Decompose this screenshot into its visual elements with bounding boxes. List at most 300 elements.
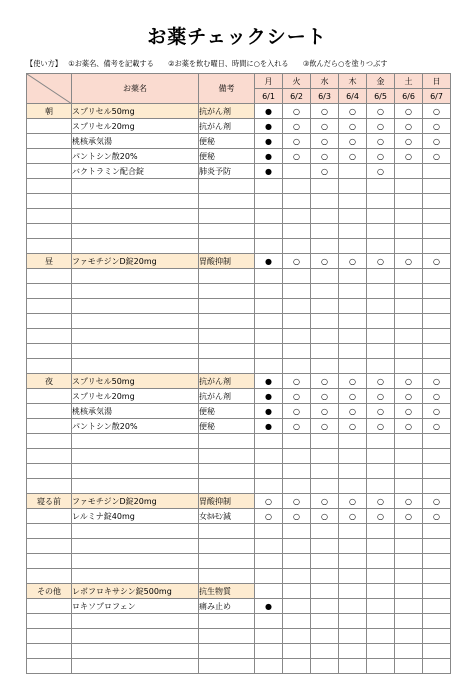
dose-check-cell[interactable] — [339, 164, 367, 179]
dose-check-cell[interactable] — [395, 644, 423, 659]
dose-check-cell[interactable]: ○ — [255, 494, 283, 509]
dose-check-cell[interactable] — [255, 284, 283, 299]
medicine-note[interactable]: 抗がん剤 — [199, 104, 255, 119]
medicine-note[interactable] — [199, 554, 255, 569]
dose-check-cell[interactable] — [395, 209, 423, 224]
dose-check-cell[interactable] — [311, 299, 339, 314]
dose-check-cell[interactable] — [283, 239, 311, 254]
dose-check-cell[interactable] — [395, 569, 423, 584]
dose-check-cell[interactable]: ○ — [283, 494, 311, 509]
medicine-name[interactable] — [72, 359, 199, 374]
dose-check-cell[interactable] — [395, 314, 423, 329]
dose-check-cell[interactable] — [283, 599, 311, 614]
medicine-note[interactable] — [199, 569, 255, 584]
dose-check-cell[interactable] — [367, 179, 395, 194]
dose-check-cell[interactable] — [367, 314, 395, 329]
dose-check-cell[interactable]: ○ — [311, 494, 339, 509]
dose-check-cell[interactable]: ○ — [367, 494, 395, 509]
dose-check-cell[interactable]: ○ — [283, 254, 311, 269]
dose-check-cell[interactable] — [367, 344, 395, 359]
dose-check-cell[interactable] — [283, 569, 311, 584]
dose-check-cell[interactable] — [311, 179, 339, 194]
dose-check-cell[interactable] — [311, 599, 339, 614]
medicine-name[interactable]: パントシン散20% — [72, 419, 199, 434]
dose-check-cell[interactable] — [283, 164, 311, 179]
dose-check-cell[interactable] — [395, 239, 423, 254]
dose-check-cell[interactable] — [423, 284, 451, 299]
dose-check-cell[interactable]: ○ — [395, 509, 423, 524]
dose-check-cell[interactable] — [423, 524, 451, 539]
dose-check-cell[interactable] — [367, 464, 395, 479]
dose-check-cell[interactable] — [283, 344, 311, 359]
dose-check-cell[interactable]: ○ — [367, 134, 395, 149]
medicine-name[interactable]: スプリセル50mg — [72, 374, 199, 389]
dose-check-cell[interactable] — [311, 224, 339, 239]
medicine-note[interactable]: 抗がん剤 — [199, 374, 255, 389]
dose-check-cell[interactable] — [283, 629, 311, 644]
dose-check-cell[interactable] — [367, 239, 395, 254]
dose-check-cell[interactable] — [255, 209, 283, 224]
medicine-note[interactable]: 抗生物質 — [199, 584, 255, 599]
medicine-name[interactable] — [72, 524, 199, 539]
dose-check-cell[interactable] — [339, 644, 367, 659]
dose-check-cell[interactable]: ○ — [423, 374, 451, 389]
dose-check-cell[interactable] — [395, 539, 423, 554]
dose-check-cell[interactable] — [283, 479, 311, 494]
dose-check-cell[interactable] — [255, 644, 283, 659]
dose-check-cell[interactable] — [283, 194, 311, 209]
dose-check-cell[interactable] — [367, 524, 395, 539]
dose-check-cell[interactable] — [367, 284, 395, 299]
dose-check-cell[interactable] — [395, 629, 423, 644]
medicine-name[interactable] — [72, 644, 199, 659]
dose-check-cell[interactable] — [423, 194, 451, 209]
dose-check-cell[interactable] — [367, 644, 395, 659]
dose-check-cell[interactable] — [395, 659, 423, 674]
medicine-note[interactable]: 女ﾎﾙﾓﾝ減 — [199, 509, 255, 524]
dose-check-cell[interactable] — [423, 224, 451, 239]
dose-check-cell[interactable] — [339, 539, 367, 554]
dose-check-cell[interactable] — [339, 284, 367, 299]
dose-check-cell[interactable] — [395, 584, 423, 599]
dose-check-cell[interactable]: ○ — [311, 134, 339, 149]
dose-check-cell[interactable]: ○ — [311, 104, 339, 119]
medicine-name[interactable] — [72, 209, 199, 224]
dose-check-cell[interactable]: ○ — [367, 509, 395, 524]
dose-check-cell[interactable]: ● — [255, 104, 283, 119]
dose-check-cell[interactable]: ○ — [395, 494, 423, 509]
medicine-note[interactable] — [199, 464, 255, 479]
dose-check-cell[interactable] — [311, 209, 339, 224]
dose-check-cell[interactable] — [339, 659, 367, 674]
dose-check-cell[interactable] — [423, 434, 451, 449]
dose-check-cell[interactable]: ○ — [367, 164, 395, 179]
dose-check-cell[interactable]: ● — [255, 254, 283, 269]
dose-check-cell[interactable]: ○ — [311, 149, 339, 164]
dose-check-cell[interactable] — [311, 284, 339, 299]
medicine-note[interactable] — [199, 434, 255, 449]
dose-check-cell[interactable] — [283, 224, 311, 239]
dose-check-cell[interactable] — [423, 269, 451, 284]
dose-check-cell[interactable] — [367, 614, 395, 629]
dose-check-cell[interactable] — [311, 539, 339, 554]
dose-check-cell[interactable] — [367, 194, 395, 209]
medicine-note[interactable] — [199, 659, 255, 674]
dose-check-cell[interactable]: ○ — [423, 149, 451, 164]
dose-check-cell[interactable]: ○ — [339, 374, 367, 389]
medicine-name[interactable] — [72, 344, 199, 359]
medicine-note[interactable] — [199, 284, 255, 299]
dose-check-cell[interactable] — [339, 209, 367, 224]
dose-check-cell[interactable] — [395, 359, 423, 374]
dose-check-cell[interactable] — [339, 329, 367, 344]
dose-check-cell[interactable] — [311, 269, 339, 284]
dose-check-cell[interactable] — [311, 449, 339, 464]
dose-check-cell[interactable] — [339, 314, 367, 329]
dose-check-cell[interactable]: ○ — [339, 404, 367, 419]
dose-check-cell[interactable]: ○ — [283, 404, 311, 419]
dose-check-cell[interactable]: ○ — [311, 119, 339, 134]
dose-check-cell[interactable] — [339, 344, 367, 359]
dose-check-cell[interactable] — [423, 464, 451, 479]
dose-check-cell[interactable] — [367, 629, 395, 644]
dose-check-cell[interactable] — [283, 314, 311, 329]
dose-check-cell[interactable] — [255, 329, 283, 344]
dose-check-cell[interactable]: ● — [255, 389, 283, 404]
dose-check-cell[interactable] — [283, 284, 311, 299]
dose-check-cell[interactable]: ● — [255, 164, 283, 179]
dose-check-cell[interactable] — [311, 434, 339, 449]
dose-check-cell[interactable] — [255, 464, 283, 479]
dose-check-cell[interactable] — [423, 644, 451, 659]
dose-check-cell[interactable] — [395, 464, 423, 479]
dose-check-cell[interactable] — [367, 554, 395, 569]
dose-check-cell[interactable] — [423, 209, 451, 224]
medicine-note[interactable]: 肺炎予防 — [199, 164, 255, 179]
dose-check-cell[interactable] — [423, 569, 451, 584]
medicine-name[interactable]: ファモチジンD錠20mg — [72, 494, 199, 509]
dose-check-cell[interactable] — [339, 434, 367, 449]
medicine-note[interactable]: 抗がん剤 — [199, 389, 255, 404]
dose-check-cell[interactable] — [283, 299, 311, 314]
dose-check-cell[interactable]: ○ — [339, 254, 367, 269]
medicine-name[interactable]: レボフロキサシン錠500mg — [72, 584, 199, 599]
dose-check-cell[interactable] — [339, 239, 367, 254]
dose-check-cell[interactable] — [423, 179, 451, 194]
dose-check-cell[interactable] — [311, 464, 339, 479]
dose-check-cell[interactable]: ○ — [283, 104, 311, 119]
dose-check-cell[interactable] — [395, 329, 423, 344]
dose-check-cell[interactable]: ○ — [311, 509, 339, 524]
dose-check-cell[interactable] — [255, 269, 283, 284]
dose-check-cell[interactable] — [283, 614, 311, 629]
dose-check-cell[interactable] — [423, 239, 451, 254]
dose-check-cell[interactable] — [339, 479, 367, 494]
dose-check-cell[interactable]: ● — [255, 134, 283, 149]
medicine-name[interactable] — [72, 224, 199, 239]
dose-check-cell[interactable]: ○ — [367, 104, 395, 119]
dose-check-cell[interactable] — [395, 449, 423, 464]
dose-check-cell[interactable] — [395, 194, 423, 209]
dose-check-cell[interactable]: ○ — [423, 104, 451, 119]
dose-check-cell[interactable]: ○ — [311, 254, 339, 269]
dose-check-cell[interactable] — [311, 194, 339, 209]
dose-check-cell[interactable] — [339, 449, 367, 464]
dose-check-cell[interactable] — [395, 344, 423, 359]
dose-check-cell[interactable]: ○ — [367, 149, 395, 164]
dose-check-cell[interactable]: ○ — [423, 119, 451, 134]
dose-check-cell[interactable] — [395, 599, 423, 614]
medicine-note[interactable] — [199, 539, 255, 554]
dose-check-cell[interactable] — [311, 569, 339, 584]
medicine-name[interactable] — [72, 194, 199, 209]
dose-check-cell[interactable]: ○ — [395, 389, 423, 404]
medicine-note[interactable] — [199, 524, 255, 539]
dose-check-cell[interactable] — [367, 434, 395, 449]
medicine-note[interactable]: 胃酸抑制 — [199, 494, 255, 509]
medicine-name[interactable] — [72, 464, 199, 479]
dose-check-cell[interactable]: ○ — [311, 404, 339, 419]
dose-check-cell[interactable] — [339, 194, 367, 209]
dose-check-cell[interactable] — [367, 359, 395, 374]
dose-check-cell[interactable] — [339, 599, 367, 614]
medicine-name[interactable] — [72, 329, 199, 344]
dose-check-cell[interactable] — [255, 479, 283, 494]
dose-check-cell[interactable]: ○ — [339, 104, 367, 119]
medicine-name[interactable]: スプリセル20mg — [72, 389, 199, 404]
dose-check-cell[interactable] — [311, 314, 339, 329]
medicine-name[interactable]: 桃核承気湯 — [72, 134, 199, 149]
dose-check-cell[interactable] — [283, 659, 311, 674]
medicine-name[interactable] — [72, 269, 199, 284]
dose-check-cell[interactable] — [423, 539, 451, 554]
medicine-note[interactable]: 抗がん剤 — [199, 119, 255, 134]
dose-check-cell[interactable] — [339, 299, 367, 314]
dose-check-cell[interactable] — [283, 269, 311, 284]
dose-check-cell[interactable] — [339, 584, 367, 599]
dose-check-cell[interactable]: ○ — [395, 149, 423, 164]
dose-check-cell[interactable]: ○ — [311, 374, 339, 389]
medicine-note[interactable] — [199, 224, 255, 239]
dose-check-cell[interactable] — [423, 314, 451, 329]
dose-check-cell[interactable] — [339, 179, 367, 194]
medicine-note[interactable] — [199, 479, 255, 494]
dose-check-cell[interactable]: ○ — [283, 419, 311, 434]
dose-check-cell[interactable] — [255, 569, 283, 584]
dose-check-cell[interactable] — [311, 344, 339, 359]
dose-check-cell[interactable] — [423, 554, 451, 569]
medicine-name[interactable] — [72, 569, 199, 584]
medicine-note[interactable] — [199, 614, 255, 629]
dose-check-cell[interactable] — [367, 299, 395, 314]
dose-check-cell[interactable]: ○ — [367, 119, 395, 134]
dose-check-cell[interactable] — [255, 344, 283, 359]
dose-check-cell[interactable] — [423, 164, 451, 179]
medicine-name[interactable] — [72, 659, 199, 674]
dose-check-cell[interactable] — [367, 269, 395, 284]
medicine-name[interactable]: スプリセル50mg — [72, 104, 199, 119]
dose-check-cell[interactable] — [283, 539, 311, 554]
medicine-name[interactable] — [72, 614, 199, 629]
dose-check-cell[interactable] — [255, 224, 283, 239]
dose-check-cell[interactable]: ○ — [311, 389, 339, 404]
dose-check-cell[interactable] — [311, 239, 339, 254]
medicine-name[interactable]: 桃核承気湯 — [72, 404, 199, 419]
dose-check-cell[interactable]: ● — [255, 419, 283, 434]
medicine-name[interactable] — [72, 239, 199, 254]
dose-check-cell[interactable] — [311, 479, 339, 494]
medicine-name[interactable] — [72, 554, 199, 569]
dose-check-cell[interactable] — [339, 629, 367, 644]
dose-check-cell[interactable] — [255, 194, 283, 209]
dose-check-cell[interactable]: ○ — [423, 389, 451, 404]
dose-check-cell[interactable] — [311, 554, 339, 569]
dose-check-cell[interactable] — [255, 659, 283, 674]
dose-check-cell[interactable] — [367, 584, 395, 599]
dose-check-cell[interactable]: ○ — [339, 509, 367, 524]
dose-check-cell[interactable]: ○ — [367, 404, 395, 419]
medicine-name[interactable] — [72, 284, 199, 299]
dose-check-cell[interactable] — [283, 524, 311, 539]
dose-check-cell[interactable] — [255, 359, 283, 374]
dose-check-cell[interactable] — [311, 524, 339, 539]
medicine-name[interactable] — [72, 449, 199, 464]
dose-check-cell[interactable] — [283, 644, 311, 659]
dose-check-cell[interactable] — [283, 209, 311, 224]
dose-check-cell[interactable]: ○ — [339, 419, 367, 434]
dose-check-cell[interactable]: ○ — [283, 134, 311, 149]
dose-check-cell[interactable] — [423, 584, 451, 599]
dose-check-cell[interactable]: ○ — [423, 254, 451, 269]
medicine-name[interactable]: ロキソプロフェン — [72, 599, 199, 614]
dose-check-cell[interactable] — [339, 569, 367, 584]
dose-check-cell[interactable]: ○ — [283, 119, 311, 134]
dose-check-cell[interactable] — [367, 209, 395, 224]
dose-check-cell[interactable]: ○ — [423, 419, 451, 434]
dose-check-cell[interactable]: ● — [255, 149, 283, 164]
dose-check-cell[interactable] — [423, 329, 451, 344]
medicine-name[interactable] — [72, 539, 199, 554]
dose-check-cell[interactable] — [395, 614, 423, 629]
dose-check-cell[interactable] — [283, 179, 311, 194]
medicine-note[interactable] — [199, 269, 255, 284]
dose-check-cell[interactable] — [311, 329, 339, 344]
medicine-note[interactable] — [199, 329, 255, 344]
dose-check-cell[interactable] — [367, 539, 395, 554]
medicine-name[interactable]: ファモチジンD錠20mg — [72, 254, 199, 269]
dose-check-cell[interactable]: ○ — [395, 254, 423, 269]
medicine-note[interactable] — [199, 449, 255, 464]
medicine-name[interactable] — [72, 314, 199, 329]
medicine-note[interactable]: 痛み止め — [199, 599, 255, 614]
dose-check-cell[interactable] — [339, 614, 367, 629]
dose-check-cell[interactable] — [311, 644, 339, 659]
dose-check-cell[interactable]: ○ — [339, 389, 367, 404]
dose-check-cell[interactable] — [423, 659, 451, 674]
medicine-name[interactable]: バクトラミン配合錠 — [72, 164, 199, 179]
medicine-name[interactable] — [72, 179, 199, 194]
dose-check-cell[interactable] — [255, 179, 283, 194]
dose-check-cell[interactable]: ● — [255, 599, 283, 614]
dose-check-cell[interactable] — [255, 524, 283, 539]
medicine-name[interactable]: スプリセル20mg — [72, 119, 199, 134]
dose-check-cell[interactable] — [423, 479, 451, 494]
dose-check-cell[interactable] — [255, 449, 283, 464]
dose-check-cell[interactable] — [255, 584, 283, 599]
medicine-name[interactable] — [72, 629, 199, 644]
dose-check-cell[interactable]: ○ — [395, 404, 423, 419]
medicine-name[interactable] — [72, 434, 199, 449]
dose-check-cell[interactable] — [367, 329, 395, 344]
medicine-name[interactable] — [72, 299, 199, 314]
dose-check-cell[interactable] — [395, 224, 423, 239]
dose-check-cell[interactable] — [395, 179, 423, 194]
dose-check-cell[interactable]: ● — [255, 374, 283, 389]
dose-check-cell[interactable] — [255, 554, 283, 569]
dose-check-cell[interactable] — [395, 269, 423, 284]
dose-check-cell[interactable] — [255, 299, 283, 314]
dose-check-cell[interactable] — [255, 434, 283, 449]
medicine-note[interactable] — [199, 194, 255, 209]
medicine-note[interactable]: 便秘 — [199, 134, 255, 149]
medicine-note[interactable] — [199, 359, 255, 374]
dose-check-cell[interactable] — [367, 569, 395, 584]
medicine-name[interactable]: パントシン散20% — [72, 149, 199, 164]
dose-check-cell[interactable] — [423, 344, 451, 359]
medicine-note[interactable] — [199, 629, 255, 644]
dose-check-cell[interactable] — [395, 299, 423, 314]
dose-check-cell[interactable]: ○ — [283, 149, 311, 164]
dose-check-cell[interactable] — [367, 659, 395, 674]
dose-check-cell[interactable] — [367, 479, 395, 494]
dose-check-cell[interactable]: ○ — [423, 404, 451, 419]
dose-check-cell[interactable]: ○ — [367, 389, 395, 404]
dose-check-cell[interactable]: ○ — [395, 374, 423, 389]
medicine-note[interactable] — [199, 209, 255, 224]
dose-check-cell[interactable] — [283, 584, 311, 599]
dose-check-cell[interactable]: ○ — [395, 419, 423, 434]
dose-check-cell[interactable]: ○ — [367, 374, 395, 389]
dose-check-cell[interactable]: ○ — [367, 254, 395, 269]
dose-check-cell[interactable] — [283, 449, 311, 464]
dose-check-cell[interactable] — [283, 554, 311, 569]
dose-check-cell[interactable] — [311, 659, 339, 674]
dose-check-cell[interactable]: ○ — [311, 419, 339, 434]
medicine-note[interactable]: 便秘 — [199, 149, 255, 164]
dose-check-cell[interactable] — [311, 614, 339, 629]
dose-check-cell[interactable]: ○ — [395, 104, 423, 119]
medicine-note[interactable] — [199, 239, 255, 254]
dose-check-cell[interactable]: ○ — [339, 494, 367, 509]
dose-check-cell[interactable] — [339, 464, 367, 479]
dose-check-cell[interactable] — [311, 359, 339, 374]
dose-check-cell[interactable] — [423, 599, 451, 614]
dose-check-cell[interactable]: ○ — [339, 134, 367, 149]
dose-check-cell[interactable]: ○ — [283, 509, 311, 524]
dose-check-cell[interactable] — [423, 449, 451, 464]
dose-check-cell[interactable]: ○ — [423, 134, 451, 149]
dose-check-cell[interactable] — [255, 629, 283, 644]
dose-check-cell[interactable]: ○ — [367, 419, 395, 434]
medicine-note[interactable] — [199, 344, 255, 359]
dose-check-cell[interactable]: ○ — [423, 494, 451, 509]
dose-check-cell[interactable] — [283, 464, 311, 479]
dose-check-cell[interactable] — [283, 329, 311, 344]
dose-check-cell[interactable]: ○ — [283, 389, 311, 404]
dose-check-cell[interactable] — [423, 629, 451, 644]
dose-check-cell[interactable] — [395, 284, 423, 299]
dose-check-cell[interactable] — [423, 359, 451, 374]
